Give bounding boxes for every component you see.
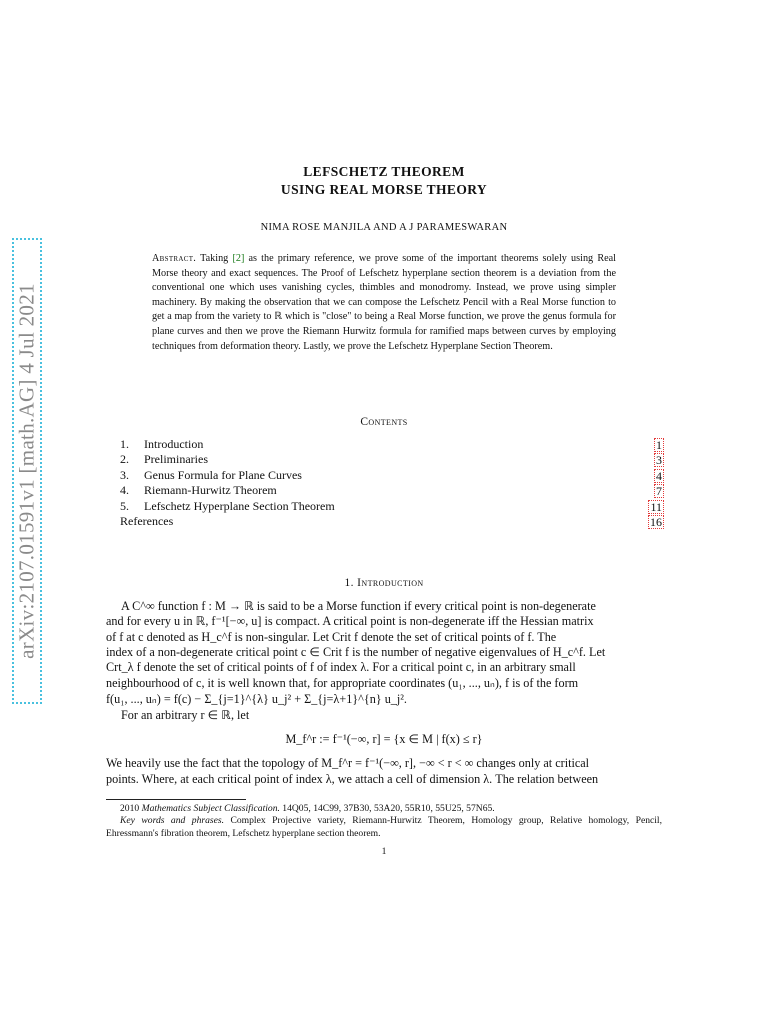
body-line: f(u₁, ..., uₙ) = f(c) − Σ_{j=1}^{λ} u_j² + Σ_{j=λ+1}^{n} u_j². [106, 692, 407, 706]
arxiv-id: arXiv:2107.01591v1 [math.AG] 4 Jul 2021 [14, 283, 39, 659]
footnotes [106, 803, 662, 840]
abstract-text-start: Taking [200, 253, 233, 264]
toc-number: 2. [120, 452, 129, 467]
toc-number: 3. [120, 467, 129, 482]
body-line: index of a non-degenerate critical point c ∈ Crit f is the number of negative eigenvalues of H_c^f. Let [106, 645, 606, 659]
section-number: 1. [344, 577, 354, 589]
body-line: and for every u in ℝ, f⁻¹[−∞, u] is compact. A critical point is non-degenerate iff the Hessian matrix [106, 614, 594, 628]
toc-label: References [120, 513, 174, 528]
abstract [152, 252, 616, 354]
keywords-text: Complex Projective variety, Riemann-Hurwitz Theorem, Homology group, Relative homology, Pencil, Ehressmann's fibration theorem, Lefschetz hyperplane section theorem. [106, 815, 662, 839]
title-line-2: USING REAL MORSE THEORY [280, 182, 488, 197]
table-of-contents [120, 437, 664, 529]
toc-item[interactable] [120, 437, 664, 452]
keywords-label: Key words and phrases. [120, 815, 225, 827]
abstract-text: as the primary reference, we prove some of the important theorems solely using Real Morse theory and exact sequences. The Proof of Lefschetz hyperplane section theorem is a deviation from the conventional one which uses vanishing cycles, thimbles and monodromy. Instead, we prove using simpler machinery. By making the observation that we can compose the Lefschetz Pencil with a Real Morse function to get a map from the variety to ℝ which is "close" to being a Real Morse function, we prove the genus formula for plane curves and then we prove the Riemann Hurwitz formula for ramified maps between curves by employing techniques from deformation theory. Lastly, we prove the Lefschetz Hyperplane Section Theorem. [152, 253, 616, 352]
body-line: A C^∞ function f : M → ℝ is said to be a Morse function if every critical point is non-degenerate [121, 599, 596, 613]
footnote-rule [106, 799, 246, 800]
contents-heading: Contents [360, 416, 408, 428]
toc-item[interactable] [120, 452, 664, 467]
toc-page-link[interactable]: 7 [656, 484, 662, 499]
toc-item[interactable] [120, 483, 664, 498]
section-title: Introduction [357, 577, 424, 589]
body-line: For an arbitrary r ∈ ℝ, let [121, 708, 250, 722]
toc-label: Lefschetz Hyperplane Section Theorem [144, 498, 335, 513]
toc-number: 4. [120, 483, 129, 498]
toc-item[interactable] [120, 499, 664, 514]
toc-label: Genus Formula for Plane Curves [144, 467, 302, 482]
toc-label: Riemann-Hurwitz Theorem [144, 483, 277, 498]
toc-label: Introduction [144, 437, 204, 451]
toc-page-link[interactable]: 3 [656, 453, 662, 468]
section-heading [0, 577, 768, 589]
toc-page-link[interactable]: 11 [650, 499, 662, 514]
body-line: We heavily use the fact that the topology of M_f^r = f⁻¹(−∞, r], −∞ < r < ∞ changes only at critical [106, 756, 590, 770]
msc-footnote [106, 803, 662, 815]
arxiv-side-stamp[interactable] [12, 238, 42, 704]
msc-label: Mathematics Subject Classification. [141, 803, 280, 814]
body-line: Crt_λ f denote the set of critical points of f of index λ. For a critical point c, in an arbitrary small [106, 660, 576, 674]
page-number: 1 [381, 846, 387, 857]
toc-item[interactable] [120, 468, 664, 483]
toc-label: Preliminaries [144, 452, 208, 467]
toc-number: 5. [120, 498, 129, 513]
title-line-1: LEFSCHETZ THEOREM [303, 164, 465, 179]
toc-page-link[interactable]: 1 [656, 438, 662, 452]
body-line: neighbourhood of c, it is well known that, for appropriate coordinates (u₁, ..., uₙ), f is of the form [106, 676, 579, 690]
toc-item-references[interactable] [120, 514, 664, 529]
keywords-footnote [106, 815, 662, 840]
citation-link[interactable]: [2] [232, 253, 245, 264]
toc-page-link[interactable]: 16 [650, 514, 662, 529]
abstract-label: Abstract. [152, 253, 197, 264]
body-line: of f at c denoted as H_c^f is non-singular. Let Crit f denote the set of critical points of f. The [106, 630, 557, 644]
authors: NIMA ROSE MANJILA AND A J PARAMESWARAN [260, 222, 508, 233]
msc-year: 2010 [120, 803, 142, 814]
msc-codes: 14Q05, 14C99, 37B30, 53A20, 55R10, 55U25, 57N65. [279, 803, 495, 814]
body-line: points. Where, at each critical point of index λ, we attach a cell of dimension λ. The relation between [106, 772, 599, 786]
toc-number: 1. [120, 437, 129, 451]
toc-page-link[interactable]: 4 [656, 468, 662, 483]
display-equation: M_f^r := f⁻¹(−∞, r] = {x ∈ M | f(x) ≤ r} [285, 732, 483, 746]
